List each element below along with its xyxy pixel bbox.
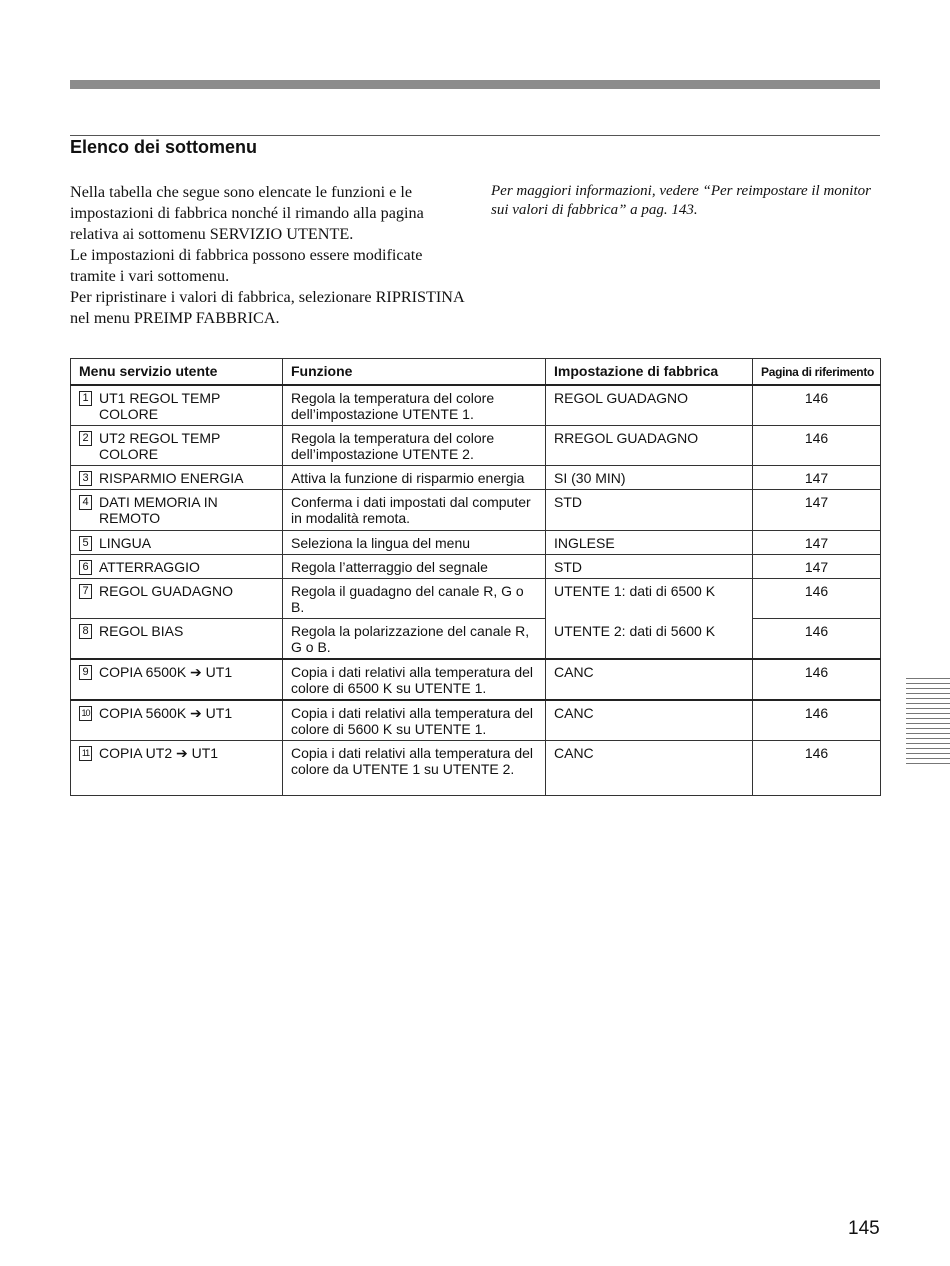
item-number-box: 8: [79, 624, 92, 639]
menu-label: COPIA UT2 ➔ UT1: [99, 745, 219, 761]
function-cell: Regola l’atterraggio del segnale: [283, 555, 546, 579]
intro-text: [70, 182, 470, 329]
function-cell: Copia i dati relativi alla temperatura del colore da UTENTE 1 su UTENTE 2.: [283, 741, 546, 796]
setting-cell: RREGOL GUADAGNO: [546, 426, 753, 466]
page-cell: 147: [753, 490, 881, 531]
menu-label: REGOL GUADAGNO: [99, 583, 234, 599]
page-cell: 147: [753, 555, 881, 579]
table-row: [71, 579, 881, 619]
table-header-row: [71, 359, 881, 386]
item-number-box: 2: [79, 431, 92, 446]
function-cell: Regola la polarizzazione del canale R, G o B.: [283, 619, 546, 660]
page-cell: 146: [753, 385, 881, 426]
table-row: [71, 619, 881, 660]
menu-cell: [71, 466, 283, 490]
table-row: [71, 700, 881, 741]
reference-note: Per maggiori informazioni, vedere “Per reimpostare il monitor sui valori di fabbrica” a pag. 143.: [491, 183, 871, 218]
menu-label: UT1 REGOL TEMP COLORE: [99, 390, 221, 422]
item-number-box: 10: [79, 706, 92, 721]
menu-label: REGOL BIAS: [99, 623, 184, 639]
page-cell: 146: [753, 619, 881, 660]
setting-cell: REGOL GUADAGNO: [546, 385, 753, 426]
column-header-page: Pagina di riferimento: [753, 359, 881, 386]
intro-paragraph: Per ripristinare i valori di fabbrica, selezionare RIPRISTINA nel menu PREIMP FABBRICA.: [70, 288, 464, 327]
item-number-box: 11: [79, 746, 92, 761]
page-number: 145: [848, 1218, 880, 1239]
menu-label: COPIA 5600K ➔ UT1: [99, 705, 233, 721]
function-cell: Conferma i dati impostati dal computer in modalità remota.: [283, 490, 546, 531]
table-row: [71, 741, 881, 796]
page-cell: 146: [753, 579, 881, 619]
item-number-box: 1: [79, 391, 92, 406]
item-number-box: 9: [79, 665, 92, 680]
menu-label: UT2 REGOL TEMP COLORE: [99, 430, 221, 462]
setting-cell: CANC: [546, 700, 753, 741]
function-cell: Regola il guadagno del canale R, G o B.: [283, 579, 546, 619]
table-row: [71, 466, 881, 490]
submenu-table: [70, 358, 881, 796]
menu-label: RISPARMIO ENERGIA: [99, 470, 244, 486]
menu-label: ATTERRAGGIO: [99, 559, 200, 575]
thumb-index-tab: [906, 678, 950, 772]
setting-cell: STD: [546, 555, 753, 579]
function-cell: Seleziona la lingua del menu: [283, 531, 546, 555]
table-row: [71, 385, 881, 426]
table-row: [71, 490, 881, 531]
item-number-box: 7: [79, 584, 92, 599]
menu-cell: [71, 700, 283, 741]
setting-cell: UTENTE 2: dati di 5600 K: [546, 619, 753, 660]
function-cell: Regola la temperatura del colore dell’impostazione UTENTE 1.: [283, 385, 546, 426]
item-number-box: 4: [79, 495, 92, 510]
menu-cell: [71, 741, 283, 796]
setting-cell: CANC: [546, 659, 753, 700]
menu-cell: [71, 385, 283, 426]
table-row: [71, 531, 881, 555]
menu-cell: [71, 490, 283, 531]
page-cell: 146: [753, 426, 881, 466]
menu-cell: [71, 579, 283, 619]
item-number-box: 5: [79, 536, 92, 551]
function-cell: Regola la temperatura del colore dell’impostazione UTENTE 2.: [283, 426, 546, 466]
intro-paragraph: Le impostazioni di fabbrica possono essere modificate tramite i vari sottomenu.: [70, 246, 423, 285]
page-cell: 147: [753, 466, 881, 490]
table-row: [71, 426, 881, 466]
section-title: Elenco dei sottomenu: [70, 137, 258, 157]
menu-cell: [71, 531, 283, 555]
item-number-box: 3: [79, 471, 92, 486]
page-cell: 146: [753, 741, 881, 796]
setting-cell: STD: [546, 490, 753, 531]
function-cell: Copia i dati relativi alla temperatura del colore di 5600 K su UTENTE 1.: [283, 700, 546, 741]
item-number-box: 6: [79, 560, 92, 575]
table-row: [71, 659, 881, 700]
page-cell: 147: [753, 531, 881, 555]
column-header-function: Funzione: [283, 359, 546, 386]
menu-label: DATI MEMORIA IN REMOTO: [99, 494, 218, 526]
setting-cell: CANC: [546, 741, 753, 796]
menu-cell: [71, 619, 283, 660]
menu-cell: [71, 426, 283, 466]
section-rule: [70, 135, 880, 136]
column-header-factory-setting: Impostazione di fabbrica: [546, 359, 753, 386]
table-row: [71, 555, 881, 579]
setting-cell: INGLESE: [546, 531, 753, 555]
page-cell: 146: [753, 700, 881, 741]
header-bar: [70, 80, 880, 89]
setting-cell: SI (30 MIN): [546, 466, 753, 490]
menu-label: LINGUA: [99, 535, 152, 551]
column-header-menu: Menu servizio utente: [71, 359, 283, 386]
menu-label: COPIA 6500K ➔ UT1: [99, 664, 233, 680]
menu-cell: [71, 555, 283, 579]
setting-cell: UTENTE 1: dati di 6500 K: [546, 579, 753, 619]
intro-paragraph: Nella tabella che segue sono elencate le funzioni e le impostazioni di fabbrica nonché il rimando alla pagina relativa ai sottomenu SERVIZIO UTENTE.: [70, 183, 424, 243]
page-cell: 146: [753, 659, 881, 700]
function-cell: Copia i dati relativi alla temperatura del colore di 6500 K su UTENTE 1.: [283, 659, 546, 700]
menu-cell: [71, 659, 283, 700]
function-cell: Attiva la funzione di risparmio energia: [283, 466, 546, 490]
